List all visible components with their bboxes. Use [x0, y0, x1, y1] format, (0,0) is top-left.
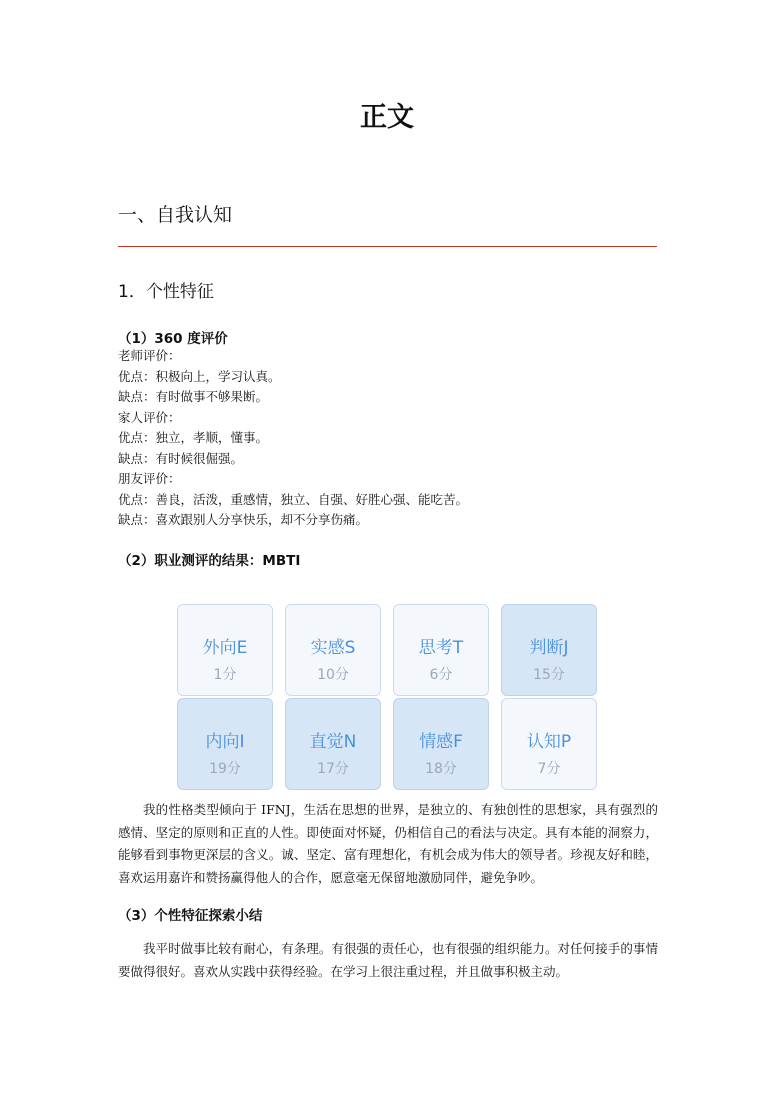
- section-heading: 一、自我认知: [118, 204, 233, 226]
- evaluation-line: 优点：善良，活泼，重感情，独立、自强、好胜心强、能吃苦。: [118, 491, 469, 507]
- mbti-type-label: 直觉N: [309, 732, 357, 752]
- mbti-score: 17分: [317, 761, 349, 777]
- part2-heading: （2）职业测评的结果：MBTI: [118, 553, 301, 569]
- mbti-cell-thinking: [393, 604, 489, 696]
- mbti-type-label: 判断J: [529, 638, 569, 658]
- mbti-cell-intuition: [285, 698, 381, 790]
- mbti-score: 7分: [537, 761, 561, 777]
- mbti-cell-judging: [501, 604, 597, 696]
- evaluation-line: 老师评价：: [118, 348, 181, 363]
- mbti-score: 15分: [533, 667, 565, 683]
- summary-paragraph: 我平时做事比较有耐心，有条理。有很强的责任心，也有很强的组织能力。对任何接手的事情要做得很好。喜欢从实践中获得经验。在学习上很注重过程，并且做事积极主动。: [118, 941, 658, 979]
- mbti-type-label: 内向I: [205, 732, 245, 752]
- mbti-cell-sensing: [285, 604, 381, 696]
- evaluation-list: [118, 346, 468, 531]
- page-title: 正文: [360, 102, 414, 133]
- mbti-score: 19分: [209, 761, 241, 777]
- part1-heading: （1）360 度评价: [118, 331, 228, 347]
- part3-heading: （3）个性特征探索小结: [118, 908, 263, 924]
- evaluation-line: 优点：积极向上，学习认真。: [118, 368, 281, 384]
- mbti-cell-extraversion: [177, 604, 273, 696]
- evaluation-line: 家人评价：: [118, 409, 181, 425]
- mbti-cell-feeling: [393, 698, 489, 790]
- mbti-result-grid: [177, 604, 601, 790]
- mbti-analysis-paragraph: 我的性格类型倾向于 IFNJ，生活在思想的世界，是独立的、有独创性的思想家，具有强烈的感情、坚定的原则和正直的人性。即使面对怀疑，仍相信自己的看法与决定。具有本能的洞察力，能够看到事物更深层的含义。诚、坚定、富有理想化，有机会成为伟大的领导者。珍视友好和睦，喜欢运用嘉许和赞扬赢得他人的合作，愿意毫无保留地激励同伴，避免争吵。: [118, 802, 658, 885]
- evaluation-line: 优点：独立，孝顺，懂事。: [118, 430, 269, 445]
- evaluation-line: 朋友评价：: [118, 471, 181, 486]
- mbti-type-label: 外向E: [202, 638, 248, 658]
- mbti-score: 6分: [429, 667, 453, 683]
- mbti-score: 1分: [213, 667, 237, 683]
- mbti-type-label: 认知P: [526, 732, 572, 752]
- mbti-type-label: 实感S: [310, 638, 356, 658]
- mbti-type-label: 情感F: [419, 732, 463, 752]
- mbti-score: 10分: [317, 667, 349, 683]
- section-divider: [118, 246, 657, 247]
- evaluation-line: 缺点：有时做事不够果断。: [118, 389, 269, 404]
- mbti-score: 18分: [425, 761, 457, 777]
- evaluation-line: 缺点：喜欢跟别人分享快乐，却不分享伤痛。: [118, 512, 369, 527]
- mbti-type-label: 思考T: [418, 638, 464, 658]
- evaluation-line: 缺点：有时候很倔强。: [118, 450, 244, 466]
- subsection-heading: 1．个性特征: [118, 282, 214, 302]
- mbti-cell-perceiving: [501, 698, 597, 790]
- mbti-cell-introversion: [177, 698, 273, 790]
